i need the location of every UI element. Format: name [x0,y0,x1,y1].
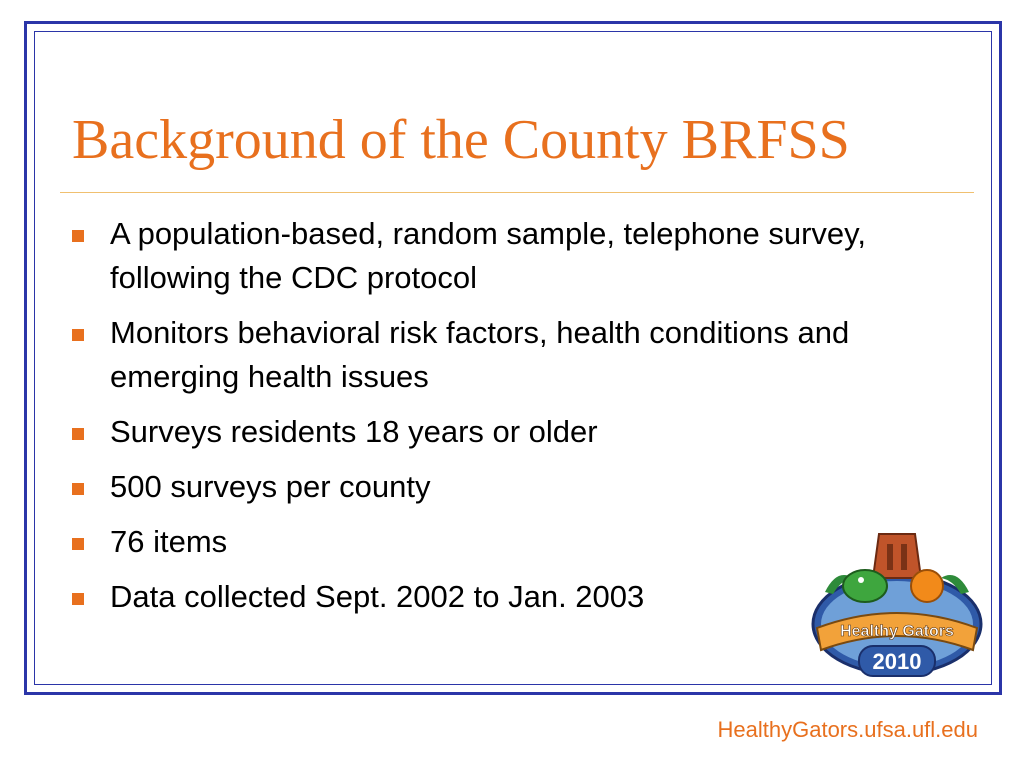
bullet-text: 76 items [110,524,228,559]
logo-tower-window [887,544,893,570]
bullet-item [72,465,972,509]
square-bullet-icon [72,483,84,495]
bullet-item [72,212,972,300]
logo-gator-eye [858,577,864,583]
logo-orange [911,570,943,602]
logo-banner-text: Healthy Gators [840,623,954,640]
square-bullet-icon [72,230,84,242]
logo-tower [873,534,921,578]
logo-tower-window [901,544,907,570]
footer-url: HealthyGators.ufsa.ufl.edu [717,717,978,742]
bullet-text: A population-based, random sample, telephone survey, following the CDC protocol [110,216,866,295]
bullet-text: Data collected Sept. 2002 to Jan. 2003 [110,579,645,614]
bullet-text: Surveys residents 18 years or older [110,414,598,449]
bullet-item [72,410,972,454]
logo-gator [843,570,887,602]
bullet-item [72,311,972,399]
bullet-text: 500 surveys per county [110,469,431,504]
bullet-text: Monitors behavioral risk factors, health conditions and emerging health issues [110,315,850,394]
title-divider [60,192,974,193]
slide-title: Background of the County BRFSS [72,109,850,171]
square-bullet-icon [72,428,84,440]
square-bullet-icon [72,593,84,605]
square-bullet-icon [72,538,84,550]
healthy-gators-logo [807,528,987,680]
logo-year-text: 2010 [872,649,922,674]
square-bullet-icon [72,329,84,341]
